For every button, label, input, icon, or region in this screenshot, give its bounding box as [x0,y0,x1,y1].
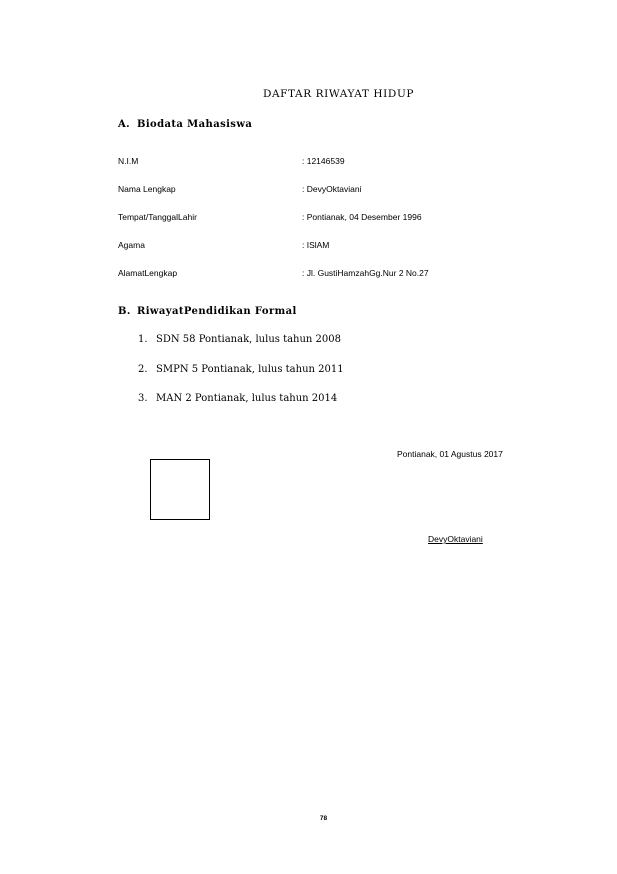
bio-row-address [118,268,538,280]
bio-row-religion [118,240,538,252]
section-b-title: RiwayatPendidikan Formal [137,306,297,317]
bio-value: : DevyOktaviani [302,184,362,194]
list-item-text: SMPN 5 Pontianak, lulus tahun 2011 [156,363,344,375]
bio-value: : Jl. GustiHamzahGg.Nur 2 No.27 [302,268,429,278]
bio-value: : Pontianak, 04 Desember 1996 [302,212,422,222]
list-item [138,334,344,364]
bio-row-birth [118,212,538,224]
page-number: 78 [319,815,328,822]
list-item [138,393,344,423]
section-b-heading [118,306,297,317]
education-list [138,334,344,423]
bio-row-nim [118,156,538,168]
bio-label: AlamatLengkap [118,268,178,278]
bio-label: Tempat/TanggalLahir [118,212,197,222]
list-item [138,364,344,394]
bio-label: Nama Lengkap [118,184,176,194]
bio-row-name [118,184,538,196]
bio-value: : ISlAM [302,240,330,250]
section-a-heading [118,119,252,130]
section-a-letter: A. [118,119,131,130]
signature-place-date: Pontianak, 01 Agustus 2017 [397,449,503,459]
list-item-number: 3. [138,393,148,404]
list-item-text: MAN 2 Pontianak, lulus tahun 2014 [156,393,338,404]
document-title: DAFTAR RIWAYAT HIDUP [262,88,415,100]
signature-name: DevyOktaviani [428,534,483,544]
list-item-number: 1. [138,334,148,345]
list-item-text: SDN 58 Pontianak, lulus tahun 2008 [156,334,341,345]
section-a-title: Biodata Mahasiswa [137,119,253,130]
bio-value: : 12146539 [302,156,345,166]
bio-label: N.I.M [118,156,139,166]
photo-placeholder [150,459,210,520]
bio-label: Agama [118,240,145,250]
list-item-number: 2. [138,363,148,375]
section-b-letter: B. [118,306,131,317]
